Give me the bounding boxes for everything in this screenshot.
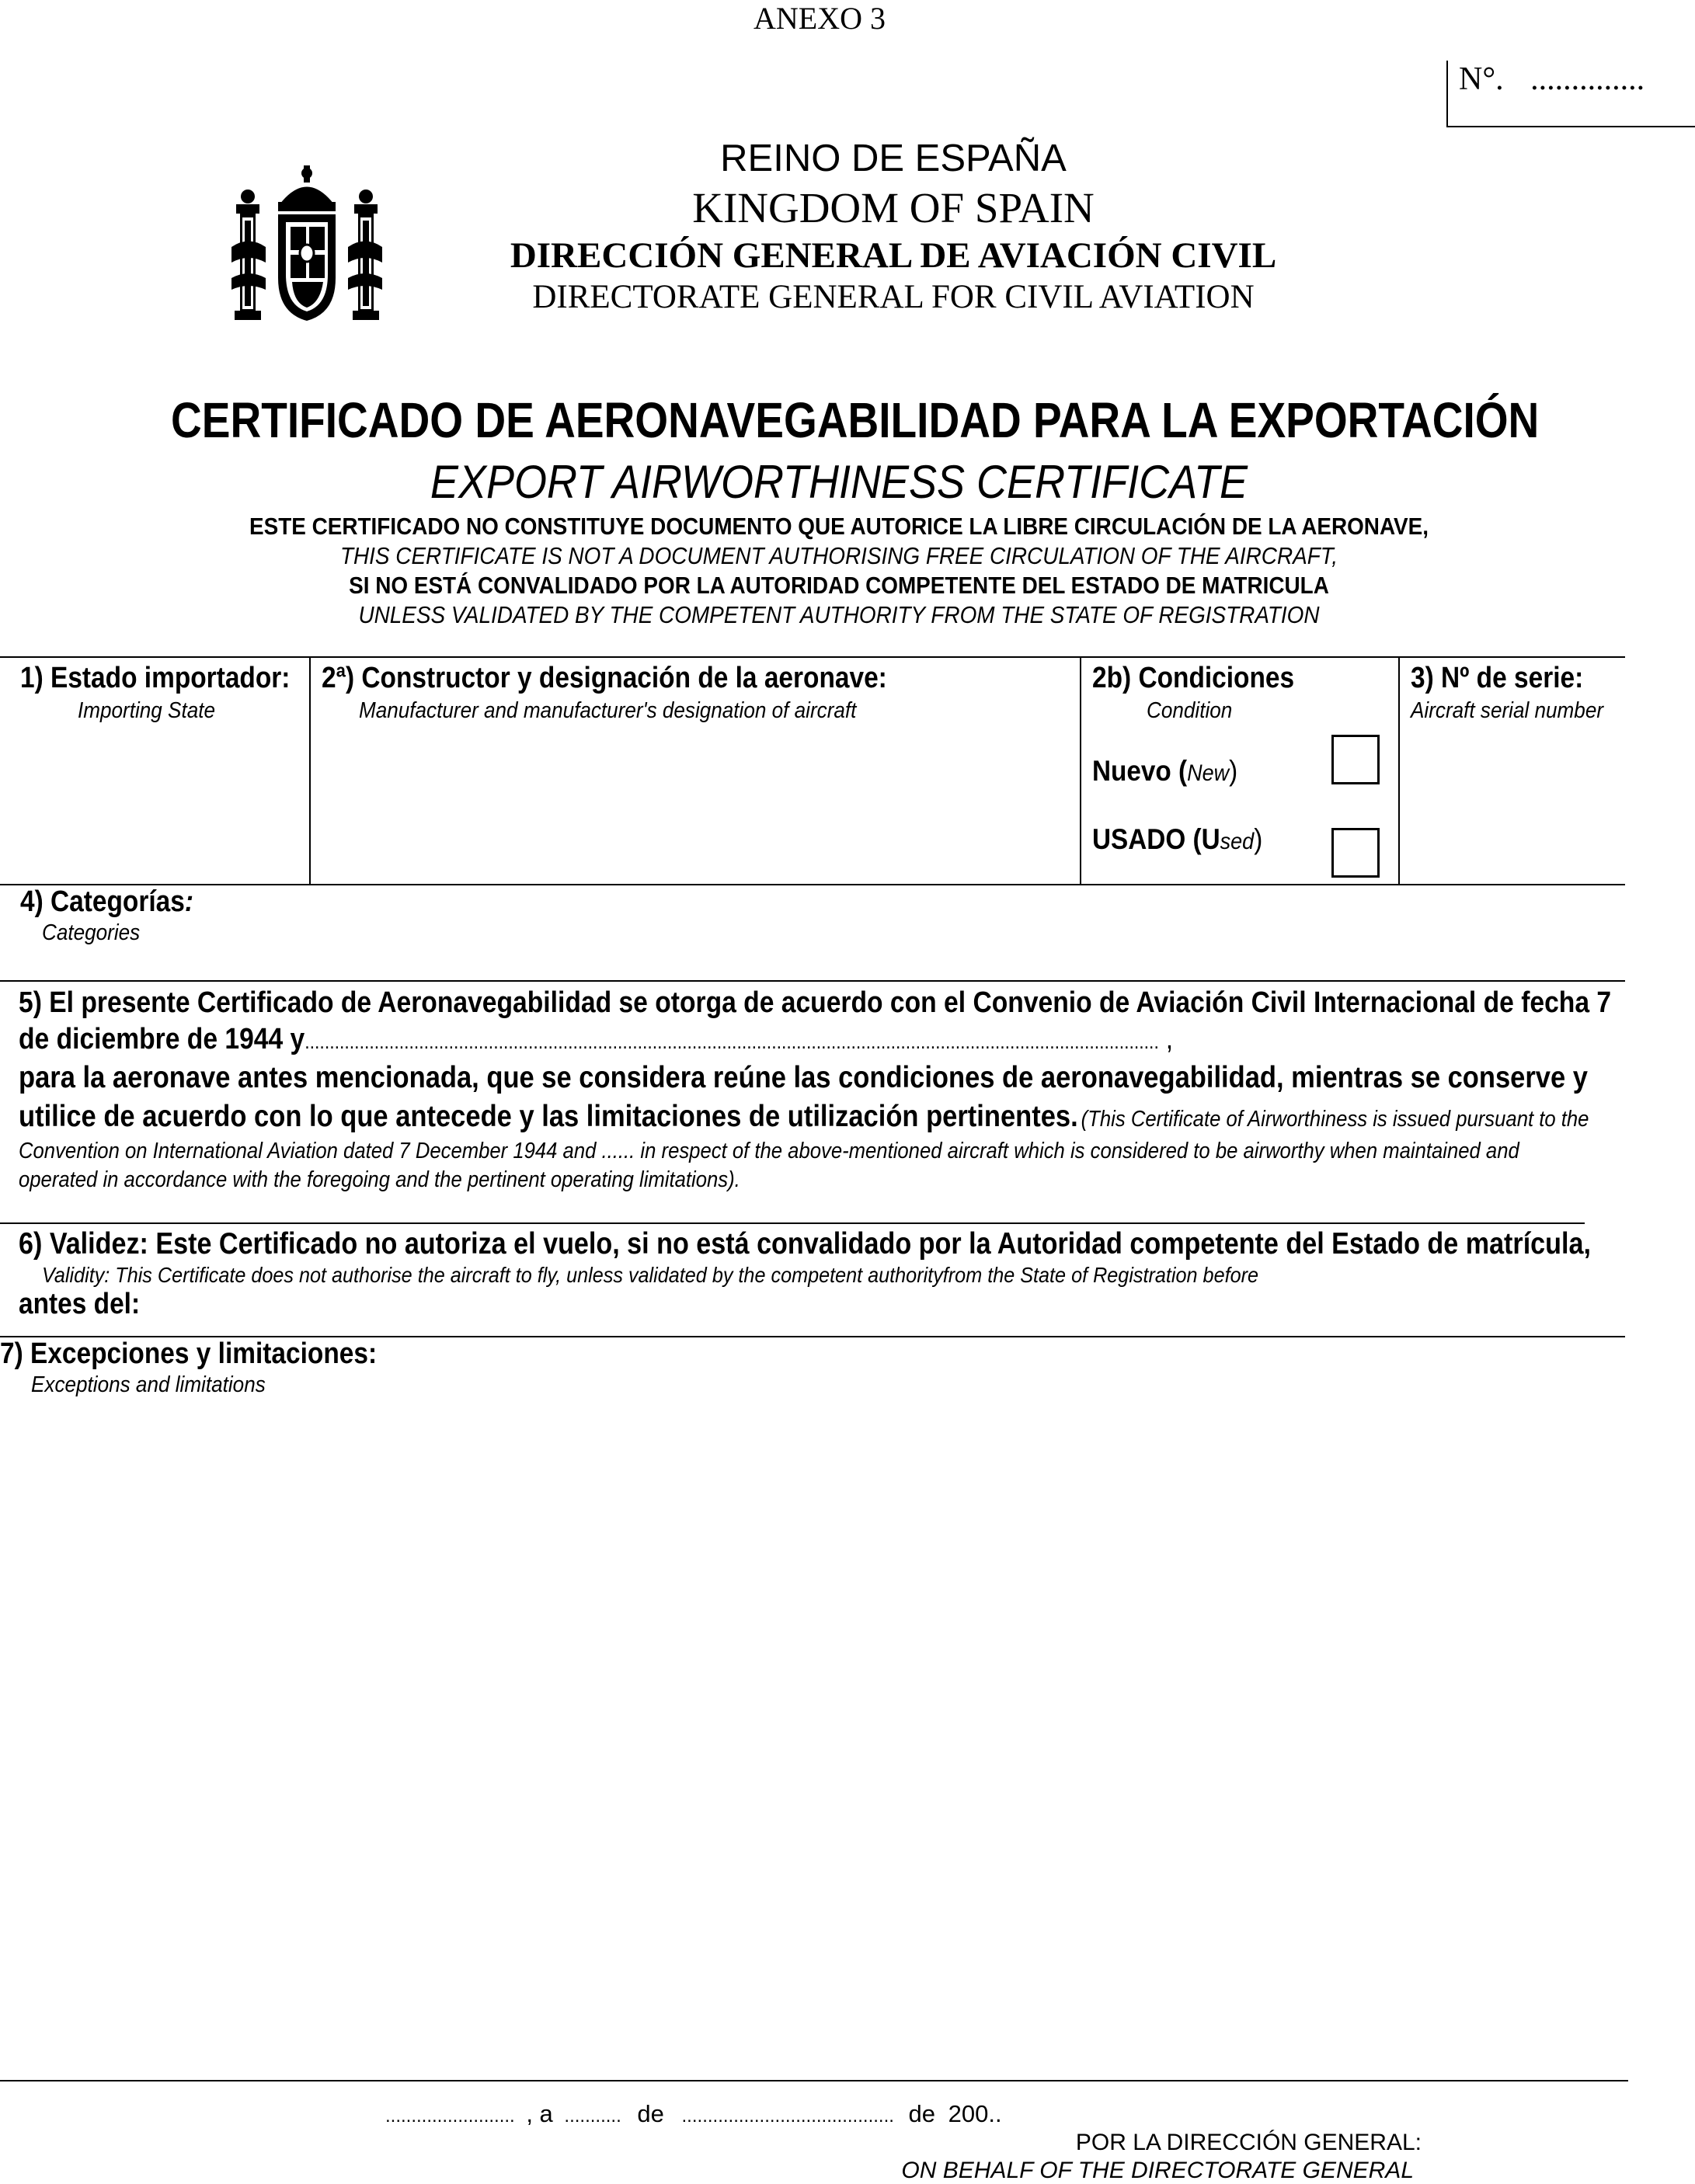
- field-serial-number[interactable]: [1411, 662, 1625, 882]
- table-divider-2: [1080, 656, 1081, 885]
- statement-line-6: operated in accordance with the foregoing and the pertinent operating limitations).: [19, 1167, 740, 1192]
- coat-of-arms-icon: [225, 162, 388, 329]
- day-dots[interactable]: ...........: [564, 2106, 621, 2127]
- condition-new-checkbox[interactable]: [1331, 735, 1380, 784]
- field-manufacturer[interactable]: [322, 662, 1075, 882]
- statement-line-3: para la aeronave antes mencionada, que se considera reúne las condiciones de aeronavegabilidad, mientras se conserve y: [19, 1061, 1588, 1094]
- header-directorate-es: DIRECCIÓN GENERAL DE AVIACIÓN CIVIL: [510, 235, 1277, 276]
- page-title-english: EXPORT AIRWORTHINESS CERTIFICATE: [430, 456, 1248, 508]
- field-validity: [19, 1227, 1619, 1321]
- field-exceptions-sub: Exceptions and limitations: [31, 1372, 266, 1397]
- field-categories[interactable]: [20, 885, 1620, 979]
- number-box-bottom-border: [1446, 126, 1695, 127]
- validity-line-2: Validity: This Certificate does not authorise the aircraft to fly, unless validated by the competent authorityfrom the State of Registration before: [42, 1263, 1259, 1287]
- field-exceptions-label: 7) Excepciones y limitaciones:: [0, 1337, 378, 1370]
- number-dots: ..............: [1530, 61, 1645, 97]
- field-importing-state-sub: Importing State: [78, 698, 215, 723]
- month-dots[interactable]: .........................................: [681, 2106, 894, 2127]
- place-dots[interactable]: .........................: [385, 2106, 515, 2127]
- field-condition: [1092, 662, 1395, 724]
- number-label: N°.: [1459, 61, 1504, 97]
- notice-line-2: THIS CERTIFICATE IS NOT A DOCUMENT AUTHORISING FREE CIRCULATION OF THE AIRCRAFT,: [339, 542, 1338, 569]
- notice-line-1: ESTE CERTIFICADO NO CONSTITUYE DOCUMENTO QUE AUTORICE LA LIBRE CIRCULACIÓN DE LA AERONAVE,: [249, 513, 1429, 540]
- field-exceptions[interactable]: [0, 1337, 1625, 2067]
- statement-line-4: utilice de acuerdo con lo que antecede y las limitaciones de utilización pertinentes. (This Certificate of Airworthiness is issued pursuant to the: [19, 1100, 1589, 1133]
- field-importing-state[interactable]: [20, 662, 308, 882]
- signature-line-es: POR LA DIRECCIÓN GENERAL:: [1075, 2130, 1422, 2155]
- footer-divider: [0, 2080, 1628, 2081]
- table-top-border: [0, 656, 1625, 658]
- header-kingdom-en: KINGDOM OF SPAIN: [692, 184, 1095, 231]
- notice-line-4: UNLESS VALIDATED BY THE COMPETENT AUTHORITY FROM THE STATE OF REGISTRATION: [358, 601, 1320, 628]
- statement-line-1: 5) El presente Certificado de Aeronavegabilidad se otorga de acuerdo con el Convenio de Aviación Civil Internacional de fecha 7: [19, 986, 1612, 1019]
- notice-line-3: SI NO ESTÁ CONVALIDADO POR LA AUTORIDAD COMPETENTE DEL ESTADO DE MATRICULA: [349, 572, 1329, 599]
- header-kingdom-es: REINO DE ESPAÑA: [720, 137, 1067, 179]
- statement-line-5: Convention on International Aviation dated 7 December 1944 and ...... in respect of the above-mentioned aircraft which is considered to be airworthy when maintained and: [19, 1139, 1519, 1163]
- validity-line-1: 6) Validez: Este Certificado no autoriza el vuelo, si no está convalidado por la Autoridad competente del Estado de matrícula,: [19, 1227, 1591, 1261]
- condition-used-checkbox[interactable]: [1331, 828, 1380, 878]
- field-condition-label: 2b) Condiciones: [1092, 662, 1295, 694]
- page-title: CERTIFICADO DE AERONAVEGABILIDAD PARA LA EXPORTACIÓN: [171, 392, 1540, 448]
- field-serial-number-sub: Aircraft serial number: [1411, 698, 1604, 723]
- number-box-left-border: [1446, 61, 1448, 127]
- field-serial-number-label: 3) Nº de serie:: [1411, 662, 1584, 694]
- number-field[interactable]: [1459, 61, 1645, 98]
- statement-dots[interactable]: ............................................................................................................................................................................: [305, 1030, 1159, 1053]
- field-certificate-statement: [19, 986, 1619, 1193]
- condition-new-label: Nuevo (New): [1092, 755, 1238, 787]
- field-categories-label: 4) Categorías:: [20, 885, 193, 918]
- field-manufacturer-sub: Manufacturer and manufacturer's designation of aircraft: [359, 698, 857, 723]
- header-directorate-en: DIRECTORATE GENERAL FOR CIVIL AVIATION: [532, 279, 1255, 315]
- year-field[interactable]: 200..: [948, 2100, 1002, 2127]
- annex-label: ANEXO 3: [754, 1, 886, 36]
- field-categories-sub: Categories: [42, 920, 141, 945]
- validity-before-label[interactable]: antes del:: [19, 1288, 141, 1320]
- place-date-line: ......................... , a ........... de ......................................... de 200..: [385, 2100, 1002, 2127]
- table-divider-3: [1398, 656, 1400, 885]
- field-condition-sub: Condition: [1147, 698, 1233, 723]
- statement-line-2: de diciembre de 1944 y............................................................................................................................................................................ ,: [19, 1023, 1174, 1055]
- divider-5-6: [0, 1222, 1585, 1224]
- field-importing-state-label: 1) Estado importador:: [20, 662, 291, 694]
- condition-used-label: USADO (Used): [1092, 823, 1263, 855]
- table-divider-1: [309, 656, 311, 885]
- signature-line-en: ON BEHALF OF THE DIRECTORATE GENERAL: [901, 2158, 1414, 2183]
- divider-4-5: [0, 980, 1625, 982]
- field-manufacturer-label: 2ª) Constructor y designación de la aeronave:: [322, 662, 887, 694]
